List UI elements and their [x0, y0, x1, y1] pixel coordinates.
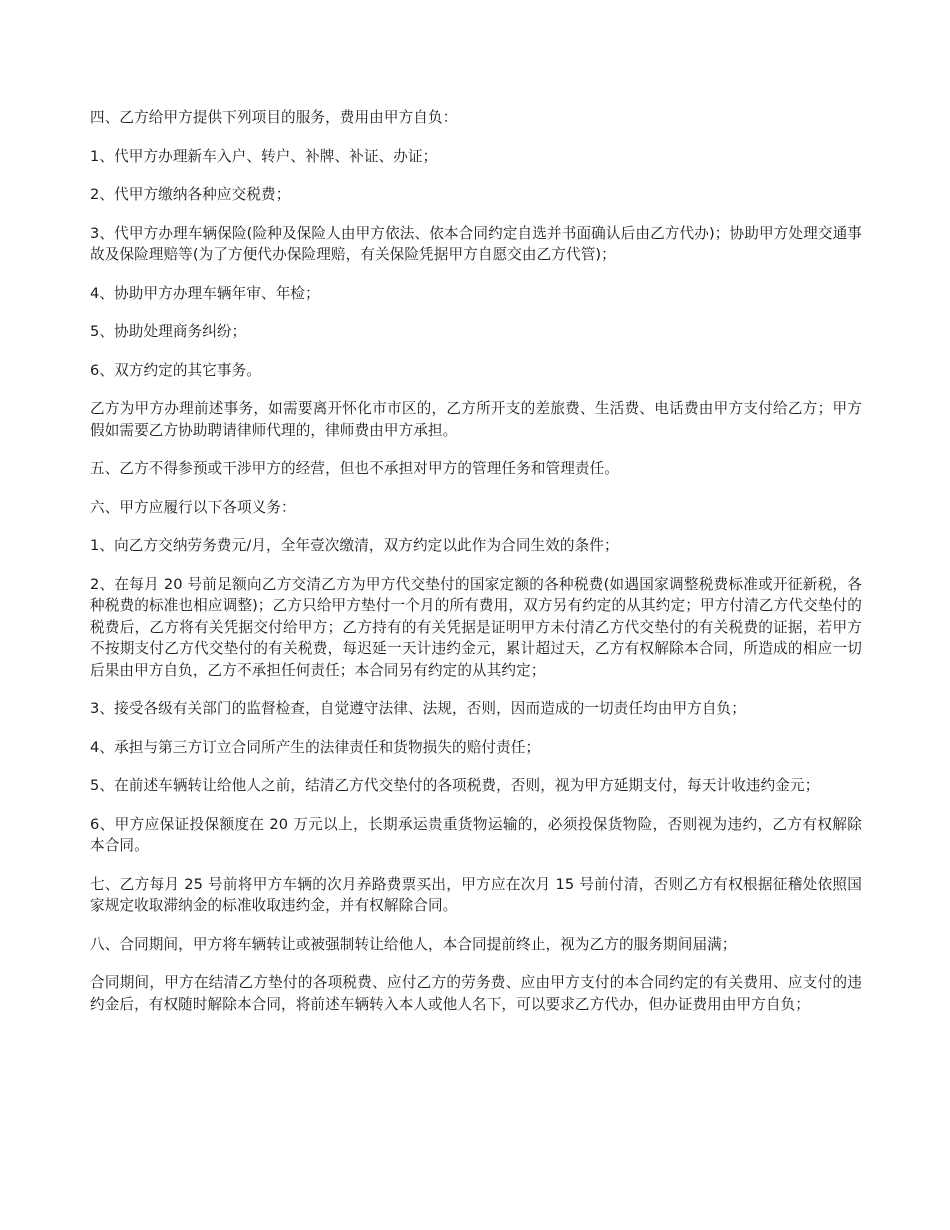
clause-6-item-3: 3、接受各级有关部门的监督检查，自觉遵守法律、法规，否则，因而造成的一切责任均由甲方自负； [90, 700, 746, 717]
clause-6-heading: 六、甲方应履行以下各项义务： [90, 498, 296, 516]
clause-6-item-4: 4、承担与第三方订立合同所产生的法律责任和货物损失的赔付责任； [90, 738, 541, 756]
clause-5-heading: 五、乙方不得参预或干涉甲方的经营，但也不承担对甲方的管理任务和管理责任。 [90, 460, 619, 477]
clause-6-item-5: 5、在前述车辆转让给他人之前，结清乙方代交垫付的各项税费，否则，视为甲方延期支付，每天计收违约金元； [90, 777, 820, 794]
clause-6-item-1: 1、向乙方交纳劳务费元/月，全年壹次缴清，双方约定以此作为合同生效的条件； [90, 537, 619, 554]
clause-8-note: 合同期间，甲方在结清乙方垫付的各项税费、应付乙方的劳务费、应由甲方支付的本合同约定的有关费用、应支付的违约金后，有权随时解除本合同，将前述车辆转入本人或他人名下，可以要求乙方代办，但办证费用由甲方自负； [90, 974, 862, 1013]
clause-4-item-5: 5、协助处理商务纠纷； [90, 323, 247, 340]
clause-6-item-6: 6、甲方应保证投保额度在 20 万元以上，长期承运贵重货物运输的，必须投保货物险，否则视为违约，乙方有权解除本合同。 [90, 815, 862, 854]
clause-4-item-3: 3、代甲方办理车辆保险(险种及保险人由甲方依法、依本合同约定自选并书面确认后由乙方代办)；协助甲方处理交通事故及保险理赔等(为了方便代办保险理赔，有关保险凭据甲方自愿交由乙方代管)； [90, 224, 862, 263]
clause-7-heading: 七、乙方每月 25 号前将甲方车辆的次月养路费票买出，甲方应在次月 15 号前付清，否则乙方有权根据征稽处依照国家规定收取滞纳金的标准收取违约金，并有权解除合同。 [90, 875, 862, 914]
clause-4-item-4: 4、协助甲方办理车辆年审、年检； [90, 284, 320, 302]
clause-8-heading: 八、合同期间，甲方将车辆转让或被强制转让给他人，本合同提前终止，视为乙方的服务期间届满； [90, 935, 737, 953]
document-body [90, 107, 862, 1032]
clause-4-item-6: 6、双方约定的其它事务。 [90, 361, 262, 379]
clause-6-item-2: 2、在每月 20 号前足额向乙方交清乙方为甲方代交垫付的国家定额的各种税费(如遇国家调整税费标准或开征新税，各种税费的标准也相应调整)；乙方只给甲方垫付一个月的所有费用，双方另有约定的从其约定；甲方付清乙方代交垫付的税费后，乙方将有关凭据交付给甲方；乙方持有的有关凭据是证明甲方未付清乙方代交垫付的有关税费的证据，若甲方不按期支付乙方代交垫付的有关税费，每迟延一天计违约金元，累计超过天，乙方有权解除本合同，所造成的相应一切后果由甲方自负，乙方不承担任何责任；本合同另有约定的从其约定； [90, 575, 862, 679]
clause-4-item-1: 1、代甲方办理新车入户、转户、补牌、补证、办证； [90, 147, 438, 165]
clause-4-heading: 四、乙方给甲方提供下列项目的服务，费用由甲方自负： [90, 109, 458, 126]
clause-4-note: 乙方为甲方办理前述事务，如需要离开怀化市市区的，乙方所开支的差旅费、生活费、电话费由甲方支付给乙方；甲方假如需要乙方协助聘请律师代理的，律师费由甲方承担。 [90, 400, 862, 439]
clause-4-item-2: 2、代甲方缴纳各种应交税费； [90, 186, 291, 203]
